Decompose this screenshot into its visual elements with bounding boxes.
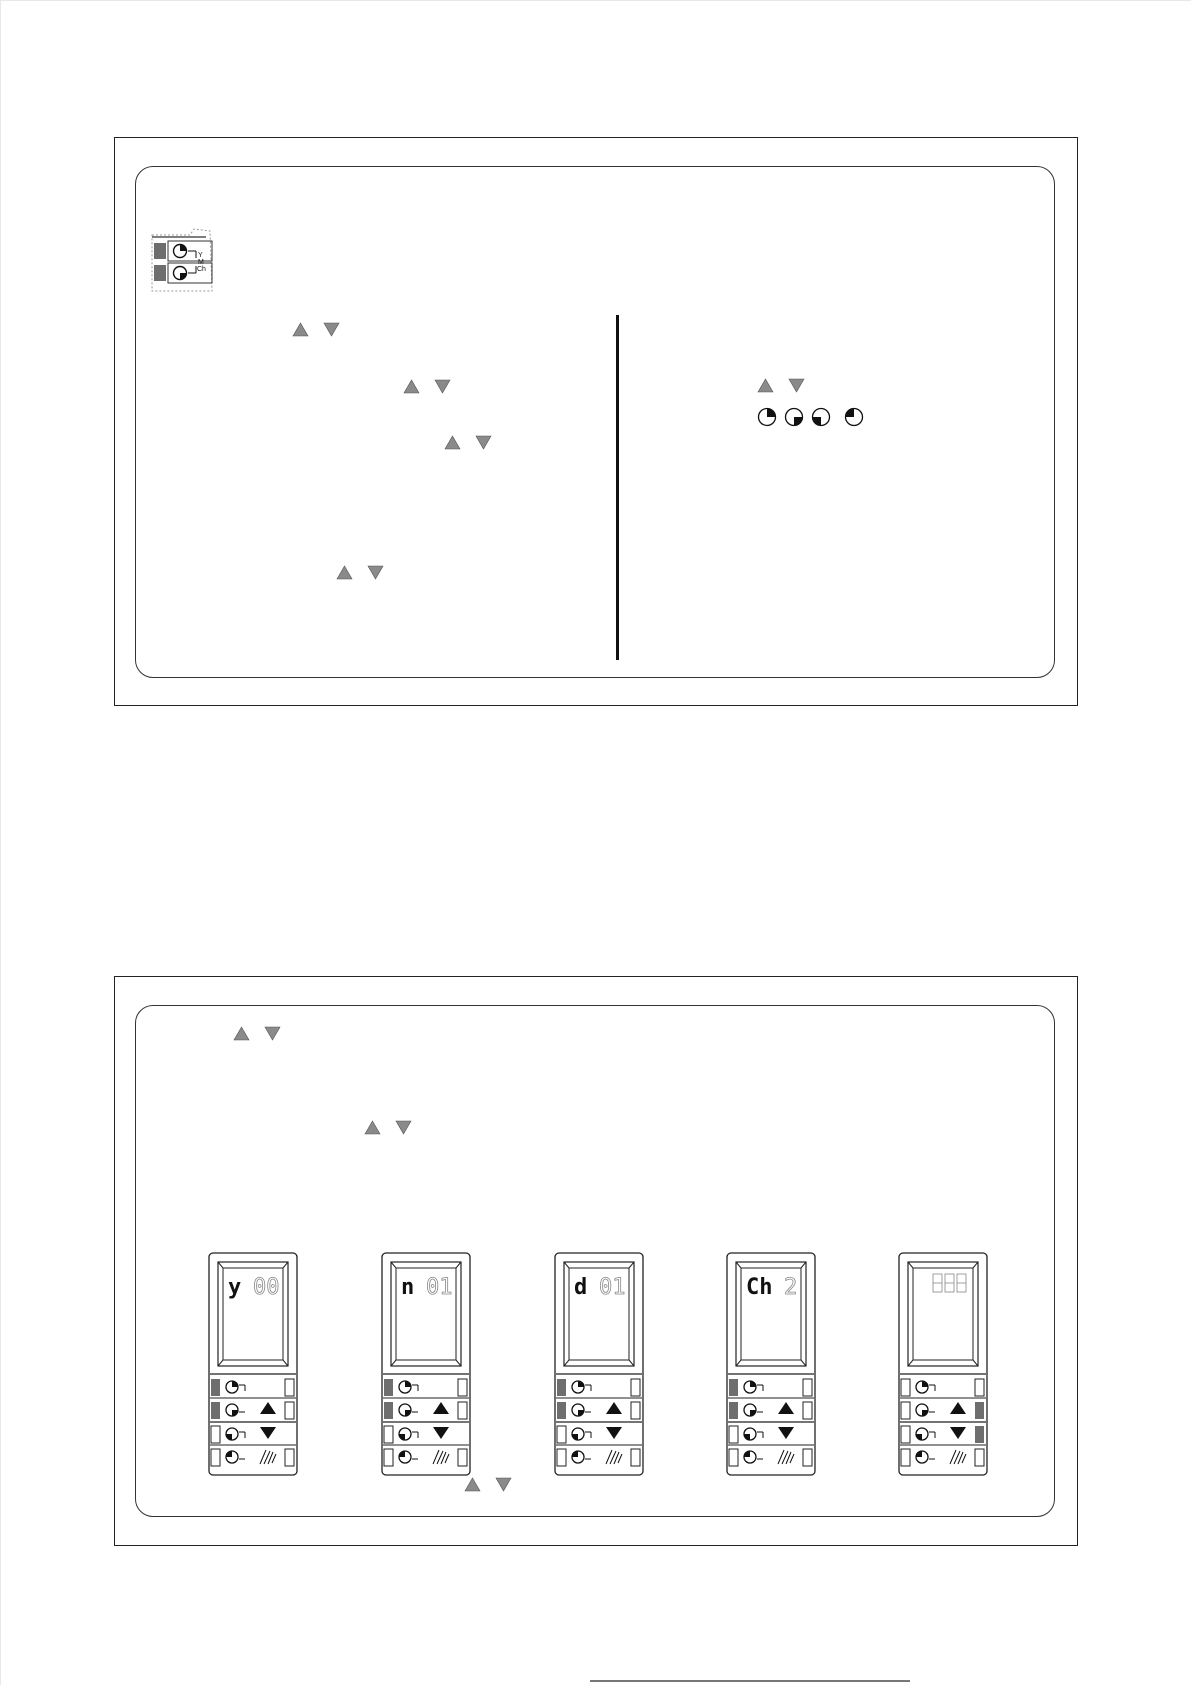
arrow-pair-4: [336, 565, 384, 580]
clock-quarter-4-icon: [844, 407, 864, 431]
up-arrow-icon: [444, 435, 461, 450]
remote-year: [208, 1252, 298, 1476]
display-right-text: 2: [784, 1275, 798, 1300]
down-arrow-icon: [495, 1477, 512, 1492]
up-arrow-icon: [403, 379, 420, 394]
arrow-pair-b3: [464, 1477, 512, 1492]
down-arrow-icon: [434, 379, 451, 394]
down-arrow-icon: [323, 322, 340, 337]
bottom-panel: [114, 976, 1078, 1546]
legend-label-m: M: [198, 259, 204, 266]
remote-channel: [726, 1252, 816, 1476]
up-arrow-icon: [464, 1477, 481, 1492]
down-arrow-icon: [264, 1026, 281, 1041]
up-arrow-icon: [233, 1026, 250, 1041]
clock-icon-row: [757, 407, 871, 431]
top-panel-inner: [135, 166, 1055, 678]
remote-blank: [898, 1252, 988, 1476]
footer-rule: [590, 1680, 910, 1682]
year-month-channel-legend-icon: [150, 225, 232, 293]
down-arrow-icon: [395, 1120, 412, 1135]
remote-month: [381, 1252, 471, 1476]
up-arrow-icon: [292, 322, 309, 337]
display-left-text: Ch: [746, 1275, 773, 1300]
arrow-pair-3: [444, 435, 492, 450]
arrow-pair-b2: [364, 1120, 412, 1135]
display-left-text: n: [401, 1275, 415, 1300]
clock-quarter-2-icon: [784, 407, 804, 431]
arrow-pair-1: [292, 322, 340, 337]
bottom-panel-inner: [135, 1005, 1055, 1517]
up-arrow-icon: [364, 1120, 381, 1135]
arrow-pair-b1: [233, 1026, 281, 1041]
display-left-text: y: [228, 1275, 242, 1300]
display-right-text: 01: [599, 1275, 626, 1300]
up-arrow-icon: [757, 378, 774, 393]
arrow-pair-right: [757, 378, 805, 393]
legend-label-ch: Ch: [197, 266, 206, 273]
display-right-text: 01: [426, 1275, 453, 1300]
display-right-text: 00: [253, 1275, 280, 1300]
down-arrow-icon: [367, 565, 384, 580]
legend-label-y: Y: [198, 252, 203, 259]
down-arrow-icon: [788, 378, 805, 393]
top-panel: [114, 137, 1078, 706]
down-arrow-icon: [475, 435, 492, 450]
remote-day: [554, 1252, 644, 1476]
display-left-text: d: [574, 1275, 588, 1300]
clock-quarter-1-icon: [757, 407, 777, 431]
up-arrow-icon: [336, 565, 353, 580]
arrow-pair-2: [403, 379, 451, 394]
column-divider: [616, 315, 619, 660]
clock-quarter-3-icon: [811, 407, 831, 431]
